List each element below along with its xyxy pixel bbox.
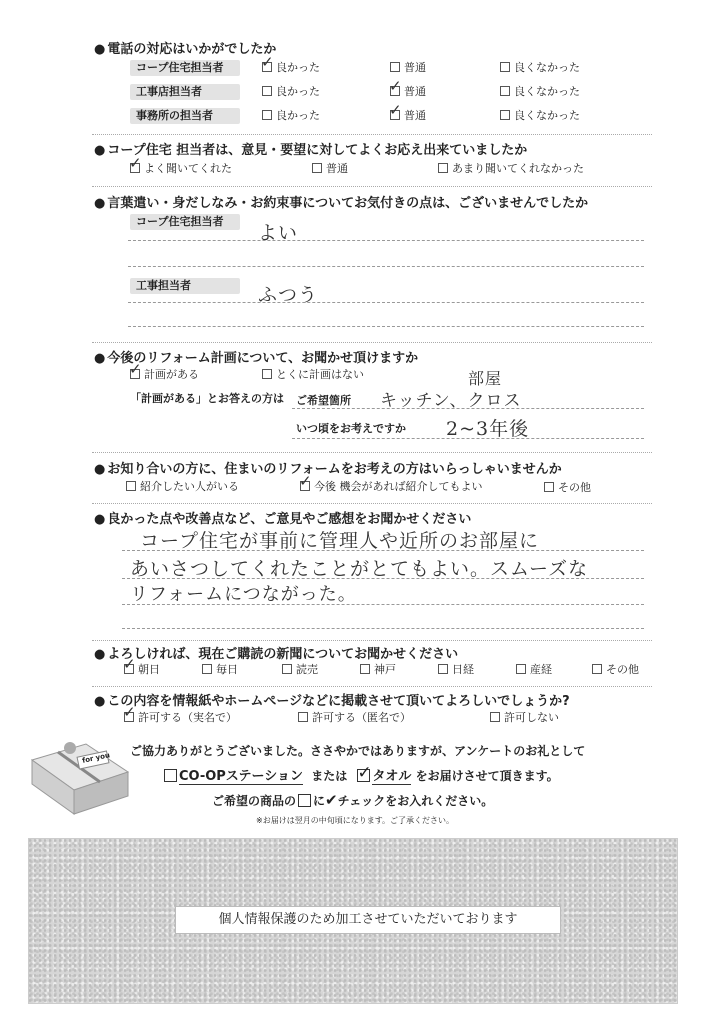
q7-title: ● よろしければ、現在ご購読の新聞についてお聞かせください: [94, 643, 458, 662]
divider: [92, 640, 652, 641]
writing-line: [122, 578, 644, 579]
gift-or: または: [311, 769, 348, 783]
gift-opt-coop-station: CO-OPステーション: [179, 769, 304, 784]
q3-label-coop: コープ住宅担当者: [130, 214, 240, 230]
q2-title: ● コープ住宅 担当者は、意見・要望に対してよくお応え出来ていましたか: [94, 139, 527, 158]
q8-opt-deny[interactable]: 許可しない: [490, 711, 559, 725]
checkbox-icon: [544, 482, 554, 492]
q7-opt-mainichi[interactable]: 毎日: [202, 663, 238, 677]
q5-opt-other[interactable]: その他: [544, 481, 591, 495]
writing-line: [128, 326, 644, 327]
writing-line: [292, 438, 644, 439]
divider: [92, 342, 652, 343]
q1-title: ● 電話の対応はいかがでしたか: [94, 38, 276, 57]
checkbox-icon: [130, 163, 140, 173]
q3-title: ● 言葉遣い・身だしなみ・お約束事についてお気付きの点は、ございませんでしたか: [94, 192, 588, 211]
q6-comment-line1: コープ住宅が事前に管理人や近所のお部屋に: [140, 530, 540, 552]
checkbox-icon: [500, 62, 510, 72]
gift-deliver-text: をお届けさせて頂きます。: [415, 769, 559, 783]
q4-when-answer: 2~3年後: [446, 418, 530, 440]
q7-opt-nikkei[interactable]: 日経: [438, 663, 474, 677]
q7-opt-yomiuri[interactable]: 読売: [282, 663, 318, 677]
checkbox-icon: [282, 664, 292, 674]
writing-line: [122, 550, 644, 551]
divider: [92, 452, 652, 453]
q7-opt-other[interactable]: その他: [592, 663, 639, 677]
q1-row3-bad[interactable]: 良くなかった: [500, 109, 580, 123]
q4-place-label: ご希望箇所: [296, 394, 351, 407]
q2-opt-not-listened[interactable]: あまり聞いてくれなかった: [438, 162, 584, 176]
checkbox-icon: [390, 62, 400, 72]
q2-opt-normal[interactable]: 普通: [312, 162, 348, 176]
checkbox-icon: [126, 481, 136, 491]
checkbox-icon: [124, 664, 134, 674]
checkbox-icon: [390, 110, 400, 120]
q8-opt-real-name[interactable]: ✓許可する（実名で）: [124, 711, 237, 725]
towel-checkbox[interactable]: [357, 769, 370, 782]
checkbox-icon: [516, 664, 526, 674]
writing-line: [128, 266, 644, 267]
q4-sub-label: 「計画がある」とお答えの方は: [130, 392, 284, 405]
checkbox-icon: [262, 62, 272, 72]
q4-place-answer: キッチン、クロス: [380, 391, 522, 411]
q7-opt-sankei[interactable]: 産経: [516, 663, 552, 677]
checkbox-icon: [490, 712, 500, 722]
q1-row1-good[interactable]: ✓ 良かった: [262, 61, 320, 75]
q6-comment-line2: あいさつしてくれたことがとてもよい。スムーズな: [130, 558, 589, 580]
checkbox-icon: [500, 86, 510, 96]
checkbox-icon: [592, 664, 602, 674]
q1-row3-label: 事務所の担当者: [130, 108, 240, 124]
checkbox-icon: [262, 369, 272, 379]
q1-row2-good[interactable]: 良かった: [262, 85, 320, 99]
q4-place-note: 部屋: [468, 369, 503, 388]
checkbox-icon: [298, 794, 311, 807]
check-mark-icon: ✔: [325, 791, 338, 809]
checkbox-icon: [300, 481, 310, 491]
checkbox-icon: [202, 664, 212, 674]
checkbox-icon: [262, 110, 272, 120]
gift-tag: for you: [81, 751, 111, 765]
q6-title: ● 良かった点や改善点など、ご意見やご感想をお聞かせください: [94, 508, 471, 527]
writing-line: [122, 604, 644, 605]
q7-opt-kobe[interactable]: 神戸: [360, 663, 396, 677]
divider: [92, 686, 652, 687]
gift-note: ※お届けは翌月の中旬頃になります。ご了承ください。: [256, 816, 455, 825]
q4-opt-plan[interactable]: ✓計画がある: [130, 368, 199, 382]
q1-row3-good[interactable]: 良かった: [262, 109, 320, 123]
q3-answer-coop: よい: [258, 222, 299, 244]
writing-line: [122, 628, 644, 629]
q1-row1-bad[interactable]: 良くなかった: [500, 61, 580, 75]
gift-choice-row: [162, 765, 559, 784]
gift-box-icon: [28, 738, 132, 818]
checkbox-icon: [390, 86, 400, 96]
q4-opt-no-plan[interactable]: とくに計画はない: [262, 368, 364, 382]
gift-opt-towel: タオル: [372, 769, 412, 784]
q1-row1-label: コープ住宅担当者: [130, 60, 240, 76]
divider: [92, 186, 652, 187]
checkbox-icon: [124, 712, 134, 722]
q4-title: ● 今後のリフォーム計画について、お聞かせ頂けますか: [94, 347, 418, 366]
q5-opt-introduce[interactable]: 紹介したい人がいる: [126, 480, 239, 494]
q6-comment-line3: リフォームにつながった。: [130, 584, 357, 605]
checkbox-icon: [500, 110, 510, 120]
divider: [92, 134, 652, 135]
writing-line: [128, 240, 644, 241]
q8-title: ● この内容を情報紙やホームページなどに掲載させて頂いてよろしいでしょうか?: [94, 690, 570, 709]
q3-label-contractor: 工事担当者: [130, 278, 240, 294]
gift-instruction: ご希望の商品の に✔チェックをお入れください。: [212, 791, 494, 809]
checkbox-icon: [360, 664, 370, 674]
q8-opt-anonymous[interactable]: 許可する（匿名で）: [298, 711, 411, 725]
q1-row2-bad[interactable]: 良くなかった: [500, 85, 580, 99]
q1-row1-normal[interactable]: 普通: [390, 61, 426, 75]
q7-opt-asahi[interactable]: ✓朝日: [124, 663, 160, 677]
divider: [92, 503, 652, 504]
writing-line: [128, 302, 644, 303]
checkbox-icon: [438, 163, 448, 173]
checkbox-icon: [262, 86, 272, 96]
privacy-notice: 個人情報保護のため加工させていただいております: [175, 906, 561, 934]
q3-answer-contractor: ふつう: [258, 284, 319, 306]
q1-row2-normal[interactable]: ✓ 普通: [390, 85, 426, 99]
q1-row2-label: 工事店担当者: [130, 84, 240, 100]
checkbox-icon: [312, 163, 322, 173]
q4-when-label: いつ頃をお考えですか: [296, 422, 406, 435]
checkbox-icon: [130, 369, 140, 379]
writing-line: [292, 408, 644, 409]
q5-title: ● お知り合いの方に、住まいのリフォームをお考えの方はいらっしゃいませんか: [94, 458, 562, 477]
checkbox-icon: [438, 664, 448, 674]
q5-opt-maybe[interactable]: ✓ 今後 機会があれば紹介してもよい: [300, 480, 483, 494]
coop-station-checkbox[interactable]: [164, 769, 177, 782]
q2-opt-listened[interactable]: ✓よく聞いてくれた: [130, 162, 232, 176]
gift-line1: ご協力ありがとうございました。ささやかではありますが、アンケートのお礼として: [130, 744, 586, 758]
checkbox-icon: [298, 712, 308, 722]
q1-row3-normal[interactable]: ✓ 普通: [390, 109, 426, 123]
